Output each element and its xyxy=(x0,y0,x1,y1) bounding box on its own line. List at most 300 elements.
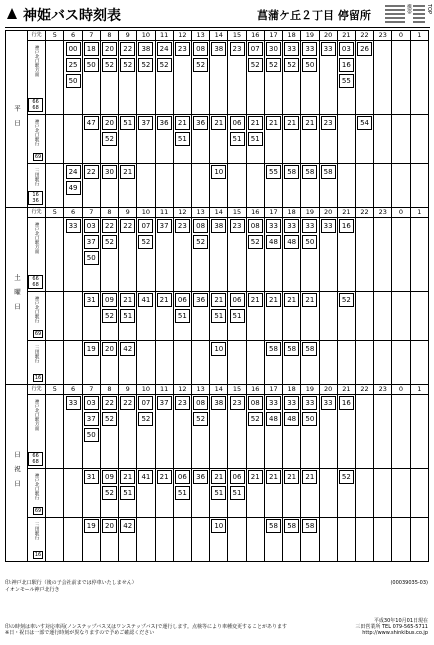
effective-date: 平成30年10月01日現在 xyxy=(373,618,428,624)
minute-cell xyxy=(392,41,410,115)
departure-minute: 22 xyxy=(102,219,117,233)
minute-cell xyxy=(191,41,209,115)
hour-cell: 17 xyxy=(264,31,282,41)
departure-minute: 31 xyxy=(84,470,99,484)
minute-cell xyxy=(137,518,155,562)
destination-label: 神戸北口駅方面 xyxy=(34,45,40,77)
hour-cell: 20 xyxy=(319,208,337,218)
hour-cell: 5 xyxy=(46,208,64,218)
departure-minute: 08 xyxy=(193,42,208,56)
departure-minute: 23 xyxy=(175,396,190,410)
departure-minute: 03 xyxy=(84,219,99,233)
minute-cell xyxy=(264,218,282,292)
minute-cell xyxy=(301,341,319,385)
minute-cell xyxy=(337,518,355,562)
route-destination xyxy=(28,41,46,115)
hour-cell: 1 xyxy=(410,31,428,41)
departure-minute: 06 xyxy=(230,293,245,307)
minute-cell xyxy=(119,164,137,208)
hour-cell: 6 xyxy=(64,31,82,41)
header xyxy=(5,4,430,26)
departure-minute: 31 xyxy=(84,293,99,307)
hour-cell: 17 xyxy=(264,208,282,218)
departure-minute: 21 xyxy=(266,293,281,307)
minute-cell xyxy=(246,469,264,518)
minute-cell xyxy=(355,341,373,385)
departure-minute: 21 xyxy=(302,116,317,130)
minute-cell xyxy=(137,218,155,292)
departure-minute: 22 xyxy=(120,396,135,410)
departure-minute: 58 xyxy=(302,519,317,533)
minute-cell xyxy=(119,341,137,385)
departure-minute: 07 xyxy=(248,42,263,56)
hour-cell: 16 xyxy=(246,385,264,395)
day-label xyxy=(6,31,28,208)
minute-cell xyxy=(301,469,319,518)
minute-cell xyxy=(191,395,209,469)
minute-cell xyxy=(100,218,118,292)
minute-cell xyxy=(410,218,428,292)
departure-minute: 58 xyxy=(321,165,336,179)
departure-minute: 52 xyxy=(266,58,281,72)
departure-minute: 52 xyxy=(102,235,117,249)
minute-cell xyxy=(191,518,209,562)
departure-minute: 51 xyxy=(120,309,135,323)
minute-cell xyxy=(155,115,173,164)
hour-cell: 21 xyxy=(337,31,355,41)
minute-cell xyxy=(228,395,246,469)
departure-minute: 55 xyxy=(266,165,281,179)
departure-minute: 21 xyxy=(211,116,226,130)
minute-cell xyxy=(137,469,155,518)
minute-cell xyxy=(210,115,228,164)
route-row xyxy=(6,341,429,385)
departure-minute: 33 xyxy=(321,42,336,56)
minute-cell xyxy=(191,469,209,518)
hour-cell: 22 xyxy=(355,385,373,395)
minute-cell xyxy=(301,518,319,562)
departure-minute: 16 xyxy=(339,219,354,233)
departure-minute: 22 xyxy=(120,219,135,233)
departure-minute: 33 xyxy=(321,396,336,410)
minute-cell xyxy=(283,115,301,164)
hour-cell: 0 xyxy=(392,385,410,395)
minute-cell xyxy=(137,292,155,341)
departure-minute: 21 xyxy=(284,116,299,130)
minute-cell xyxy=(82,164,100,208)
minute-cell xyxy=(64,292,82,341)
departure-minute: 06 xyxy=(230,470,245,484)
departure-minute: 00 xyxy=(66,42,81,56)
day-text: 日祝日 xyxy=(13,451,21,495)
departure-minute: 06 xyxy=(230,116,245,130)
minute-cell xyxy=(374,518,392,562)
minute-cell xyxy=(46,518,64,562)
minute-cell xyxy=(210,292,228,341)
hour-cell: 19 xyxy=(301,385,319,395)
qr-label: 携帯 xyxy=(406,4,412,14)
minute-cell xyxy=(82,395,100,469)
departure-minute: 08 xyxy=(193,219,208,233)
departure-minute: 20 xyxy=(102,116,117,130)
hour-cell: 21 xyxy=(337,208,355,218)
minute-cell xyxy=(210,395,228,469)
minute-cell xyxy=(46,41,64,115)
hour-cell: 17 xyxy=(264,385,282,395)
hour-cell: 9 xyxy=(119,385,137,395)
minute-cell xyxy=(264,341,282,385)
departure-minute: 20 xyxy=(102,342,117,356)
minute-cell xyxy=(355,41,373,115)
departure-minute: 36 xyxy=(157,116,172,130)
departure-minute: 58 xyxy=(284,165,299,179)
minute-cell xyxy=(191,164,209,208)
route-row xyxy=(6,164,429,208)
minute-cell xyxy=(337,164,355,208)
minute-cell xyxy=(46,115,64,164)
minute-cell xyxy=(374,395,392,469)
departure-minute: 18 xyxy=(84,42,99,56)
minute-cell xyxy=(355,395,373,469)
minute-cell xyxy=(283,395,301,469)
departure-minute: 55 xyxy=(339,74,354,88)
minute-cell xyxy=(82,292,100,341)
hour-cell: 15 xyxy=(228,208,246,218)
departure-minute: 23 xyxy=(230,396,245,410)
destination-label: 三田駅行 xyxy=(34,522,40,540)
minute-cell xyxy=(264,115,282,164)
departure-minute: 33 xyxy=(66,219,81,233)
departure-minute: 52 xyxy=(248,235,263,249)
destination-label: 神戸北口駅方面 xyxy=(34,399,40,431)
departure-minute: 51 xyxy=(230,132,245,146)
route-row xyxy=(6,469,429,518)
minute-cell xyxy=(173,292,191,341)
destination-label: 神戸北口駅行 xyxy=(34,296,40,323)
minute-cell xyxy=(264,518,282,562)
minute-cell xyxy=(283,218,301,292)
departure-minute: 21 xyxy=(120,470,135,484)
minute-cell xyxy=(155,164,173,208)
hour-header-row xyxy=(6,385,429,395)
hour-cell: 12 xyxy=(173,208,191,218)
departure-minute: 37 xyxy=(157,219,172,233)
departure-minute: 33 xyxy=(302,396,317,410)
minute-cell xyxy=(410,341,428,385)
minute-cell xyxy=(301,164,319,208)
minute-cell xyxy=(246,395,264,469)
departure-minute: 50 xyxy=(302,412,317,426)
hour-cell: 19 xyxy=(301,31,319,41)
minute-cell xyxy=(246,41,264,115)
minute-cell xyxy=(355,115,373,164)
minute-cell xyxy=(228,41,246,115)
departure-minute: 36 xyxy=(193,470,208,484)
departure-minute: 23 xyxy=(175,219,190,233)
minute-cell xyxy=(191,218,209,292)
minute-cell xyxy=(46,395,64,469)
minute-cell xyxy=(337,292,355,341)
departure-minute: 24 xyxy=(66,165,81,179)
departure-minute: 38 xyxy=(211,42,226,56)
hour-cell: 18 xyxy=(283,208,301,218)
departure-minute: 24 xyxy=(157,42,172,56)
departure-minute: 08 xyxy=(248,396,263,410)
minute-cell xyxy=(283,41,301,115)
minute-cell xyxy=(191,341,209,385)
minute-cell xyxy=(191,292,209,341)
hour-cell: 15 xyxy=(228,385,246,395)
departure-minute: 48 xyxy=(266,412,281,426)
minute-cell xyxy=(319,518,337,562)
minute-cell xyxy=(82,341,100,385)
minute-cell xyxy=(64,341,82,385)
departure-minute: 52 xyxy=(138,58,153,72)
minute-cell xyxy=(155,518,173,562)
hour-cell: 1 xyxy=(410,208,428,218)
departure-minute: 51 xyxy=(175,486,190,500)
departure-minute: 09 xyxy=(102,470,117,484)
route-number: 16 xyxy=(34,552,42,558)
hour-cell: 13 xyxy=(191,31,209,41)
departure-minute: 21 xyxy=(248,470,263,484)
minute-cell xyxy=(228,115,246,164)
departure-minute: 10 xyxy=(211,165,226,179)
day-label xyxy=(6,208,28,385)
minute-cell xyxy=(119,469,137,518)
departure-minute: 16 xyxy=(339,58,354,72)
departure-minute: 19 xyxy=(84,519,99,533)
minute-cell xyxy=(283,341,301,385)
departure-minute: 37 xyxy=(84,412,99,426)
departure-minute: 48 xyxy=(284,412,299,426)
departure-minute: 21 xyxy=(175,116,190,130)
minute-cell xyxy=(392,518,410,562)
hour-cell: 5 xyxy=(46,385,64,395)
hour-cell: 20 xyxy=(319,385,337,395)
departure-minute: 52 xyxy=(339,293,354,307)
hour-cell: 1 xyxy=(410,385,428,395)
hour-cell: 16 xyxy=(246,31,264,41)
minute-cell xyxy=(301,395,319,469)
departure-minute: 09 xyxy=(102,293,117,307)
route-row xyxy=(6,218,429,292)
hour-cell: 14 xyxy=(210,208,228,218)
departure-minute: 41 xyxy=(138,470,153,484)
destination-label: 神戸北口駅行 xyxy=(34,119,40,146)
hour-cell: 11 xyxy=(155,385,173,395)
minute-cell xyxy=(264,292,282,341)
minute-cell xyxy=(228,164,246,208)
minute-cell xyxy=(410,164,428,208)
minute-cell xyxy=(410,292,428,341)
footer-notes xyxy=(5,624,287,636)
minute-cell xyxy=(210,218,228,292)
hour-cell: 9 xyxy=(119,31,137,41)
minute-cell xyxy=(155,292,173,341)
footer-line: 印の時刻は車いす対応車両(ノンステップバス又はワンステップバス)で運行します。点検等により車種変更することがあります xyxy=(5,624,288,630)
departure-minute: 06 xyxy=(175,470,190,484)
office-tel: 三田営業所 TEL 079-565-5711 xyxy=(355,624,428,630)
stop-name: 菖蒲ケ丘２丁目 停留所 xyxy=(257,9,371,22)
minute-cell xyxy=(264,469,282,518)
departure-minute: 08 xyxy=(193,396,208,410)
departure-minute: 51 xyxy=(175,309,190,323)
departure-minute: 51 xyxy=(120,486,135,500)
hours-label: 行先 xyxy=(28,385,46,395)
minute-cell xyxy=(173,218,191,292)
departure-minute: 36 xyxy=(193,116,208,130)
route-number: 16 xyxy=(34,375,42,381)
minute-cell xyxy=(100,41,118,115)
hour-cell: 10 xyxy=(137,208,155,218)
departure-minute: 42 xyxy=(120,519,135,533)
departure-minute: 33 xyxy=(266,219,281,233)
hour-cell: 18 xyxy=(283,385,301,395)
route-destination xyxy=(28,341,46,385)
minute-cell xyxy=(374,41,392,115)
route-destination xyxy=(28,518,46,562)
page-title: 神姫バス時刻表 xyxy=(23,8,121,24)
minute-cell xyxy=(283,292,301,341)
hour-cell: 23 xyxy=(374,31,392,41)
departure-minute: 22 xyxy=(102,396,117,410)
minute-cell xyxy=(82,115,100,164)
route-row xyxy=(6,115,429,164)
destination-label: 神戸北口駅行 xyxy=(34,473,40,500)
route-row xyxy=(6,518,429,562)
day-text: 土曜日 xyxy=(13,274,21,318)
minute-cell xyxy=(301,115,319,164)
minute-cell xyxy=(301,218,319,292)
header-divider xyxy=(5,27,430,28)
minute-cell xyxy=(82,218,100,292)
hour-cell: 19 xyxy=(301,208,319,218)
hours-label: 行先 xyxy=(28,208,46,218)
minute-cell xyxy=(100,115,118,164)
departure-minute: 41 xyxy=(138,293,153,307)
minute-cell xyxy=(283,469,301,518)
minute-cell xyxy=(82,469,100,518)
hour-cell: 6 xyxy=(64,208,82,218)
departure-minute: 03 xyxy=(84,396,99,410)
hour-cell: 13 xyxy=(191,385,209,395)
hour-cell: 22 xyxy=(355,208,373,218)
departure-minute: 52 xyxy=(193,58,208,72)
minute-cell xyxy=(246,218,264,292)
hour-cell: 12 xyxy=(173,31,191,41)
hour-cell: 0 xyxy=(392,31,410,41)
departure-minute: 33 xyxy=(302,219,317,233)
departure-minute: 21 xyxy=(120,165,135,179)
departure-minute: 23 xyxy=(230,42,245,56)
departure-minute: 19 xyxy=(84,342,99,356)
hour-cell: 11 xyxy=(155,208,173,218)
note-line: 印:神戸北口駅行（後の子会社前までは停車いたしません） xyxy=(5,580,137,586)
departure-minute: 52 xyxy=(102,412,117,426)
hour-cell: 14 xyxy=(210,385,228,395)
minute-cell xyxy=(301,292,319,341)
departure-minute: 22 xyxy=(84,165,99,179)
destination-label: 三田駅行 xyxy=(34,168,40,186)
minute-cell xyxy=(173,518,191,562)
minute-cell xyxy=(392,218,410,292)
departure-minute: 58 xyxy=(284,342,299,356)
minute-cell xyxy=(228,469,246,518)
minute-cell xyxy=(64,395,82,469)
footer-line: ※日・祝日は一部で運行時刻が異なりますので予めご確認ください xyxy=(5,630,155,636)
departure-minute: 51 xyxy=(175,132,190,146)
minute-cell xyxy=(264,395,282,469)
hour-cell: 7 xyxy=(82,385,100,395)
minute-cell xyxy=(301,41,319,115)
minute-cell xyxy=(319,164,337,208)
departure-minute: 21 xyxy=(120,293,135,307)
minute-cell xyxy=(137,115,155,164)
hour-cell: 5 xyxy=(46,31,64,41)
website-link[interactable]: http://www.shinkibus.co.jp xyxy=(362,630,428,636)
minute-cell xyxy=(374,115,392,164)
departure-minute: 33 xyxy=(266,396,281,410)
route-destination xyxy=(28,292,46,341)
hour-cell: 11 xyxy=(155,31,173,41)
qr-code-icon[interactable] xyxy=(385,5,405,23)
departure-minute: 26 xyxy=(357,42,372,56)
minute-cell xyxy=(210,469,228,518)
departure-minute: 33 xyxy=(284,42,299,56)
departure-minute: 07 xyxy=(138,396,153,410)
minute-cell xyxy=(374,164,392,208)
departure-minute: 51 xyxy=(211,486,226,500)
route-number: 69 xyxy=(34,154,42,160)
minute-cell xyxy=(155,469,173,518)
minute-cell xyxy=(337,115,355,164)
minute-cell xyxy=(374,218,392,292)
minute-cell xyxy=(210,164,228,208)
minute-cell xyxy=(100,395,118,469)
hour-cell: 23 xyxy=(374,385,392,395)
minute-cell xyxy=(319,395,337,469)
day-text: 平日 xyxy=(13,104,21,134)
qr-code-icon[interactable] xyxy=(413,5,425,23)
qr-label: TOP xyxy=(426,4,432,15)
departure-minute: 52 xyxy=(102,486,117,500)
departure-minute: 50 xyxy=(84,428,99,442)
minute-cell xyxy=(264,164,282,208)
minute-cell xyxy=(46,469,64,518)
minute-cell xyxy=(283,164,301,208)
minute-cell xyxy=(392,395,410,469)
departure-minute: 21 xyxy=(284,293,299,307)
minute-cell xyxy=(319,218,337,292)
minute-cell xyxy=(246,115,264,164)
departure-minute: 50 xyxy=(66,74,81,88)
hour-cell: 10 xyxy=(137,385,155,395)
minute-cell xyxy=(392,469,410,518)
minute-cell xyxy=(355,518,373,562)
minute-cell xyxy=(355,292,373,341)
departure-minute: 10 xyxy=(211,342,226,356)
minute-cell xyxy=(228,518,246,562)
hour-cell: 16 xyxy=(246,208,264,218)
minute-cell xyxy=(392,341,410,385)
departure-minute: 58 xyxy=(302,165,317,179)
departure-minute: 50 xyxy=(84,251,99,265)
bus-logo-icon xyxy=(5,7,19,21)
departure-minute: 23 xyxy=(175,42,190,56)
minute-cell xyxy=(46,341,64,385)
route-destination xyxy=(28,395,46,469)
